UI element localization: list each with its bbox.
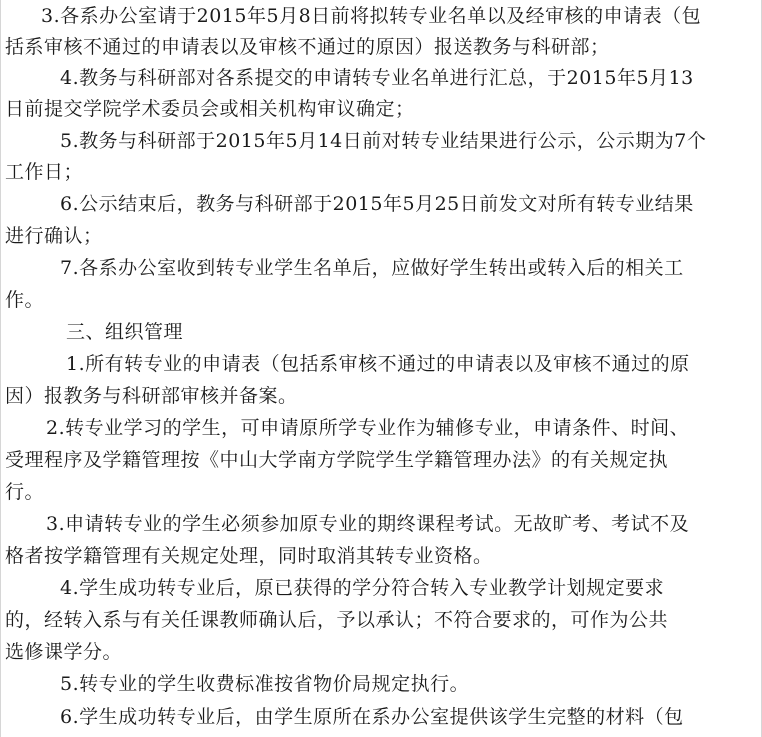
left-border [0, 0, 1, 737]
text-line-10: 作。 [5, 289, 45, 311]
text-line-21: 选修课学分。 [5, 641, 123, 663]
text-line-1: 3.各系办公室请于2015年5月8日前将拟转专业名单以及经审核的申请表（包 [41, 5, 702, 27]
text-line-8: 进行确认； [5, 225, 103, 247]
text-line-13: 因）报教务与科研部审核并备案。 [5, 385, 298, 407]
text-line-7: 6.公示结束后，教务与科研部于2015年5月25日前发文对所有转专业结果 [60, 193, 694, 215]
text-line-19: 4.学生成功转专业后，原已获得的学分符合转入专业教学计划规定要求 [60, 577, 665, 599]
text-line-23: 6.学生成功转专业后，由学生原所在系办公室提供该学生完整的材料（包 [60, 706, 684, 728]
text-line-18: 格者按学籍管理有关规定处理，同时取消其转专业资格。 [5, 545, 493, 567]
text-line-12: 1.所有转专业的申请表（包括系审核不通过的申请表以及审核不通过的原 [66, 353, 690, 375]
text-line-9: 7.各系办公室收到转专业学生名单后，应做好学生转出或转入后的相关工 [60, 257, 684, 279]
section-heading: 三、组织管理 [66, 321, 184, 343]
text-line-14: 2.转专业学习的学生，可申请原所学专业作为辅修专业，申请条件、时间、 [46, 417, 690, 439]
text-line-2: 括系审核不通过的申请表以及审核不通过的原因）报送教务与科研部； [5, 36, 610, 58]
text-line-20: 的，经转入系与有关任课教师确认后，予以承认；不符合要求的，可作为公共 [5, 609, 669, 631]
text-line-3: 4.教务与科研部对各系提交的申请转专业名单进行汇总，于2015年5月13 [60, 67, 694, 89]
text-line-5: 5.教务与科研部于2015年5月14日前对转专业结果进行公示，公示期为7个 [60, 130, 707, 152]
text-line-22: 5.转专业的学生收费标准按省物价局规定执行。 [60, 673, 470, 695]
text-line-4: 日前提交学院学术委员会或相关机构审议确定； [5, 98, 415, 120]
text-line-15: 受理程序及学籍管理按《中山大学南方学院学生学籍管理办法》的有关规定执 [5, 449, 669, 471]
text-line-6: 工作日； [5, 161, 84, 183]
text-line-16: 行。 [5, 481, 45, 503]
text-line-17: 3.申请转专业的学生必须参加原专业的期终课程考试。无故旷考、考试不及 [46, 513, 690, 535]
